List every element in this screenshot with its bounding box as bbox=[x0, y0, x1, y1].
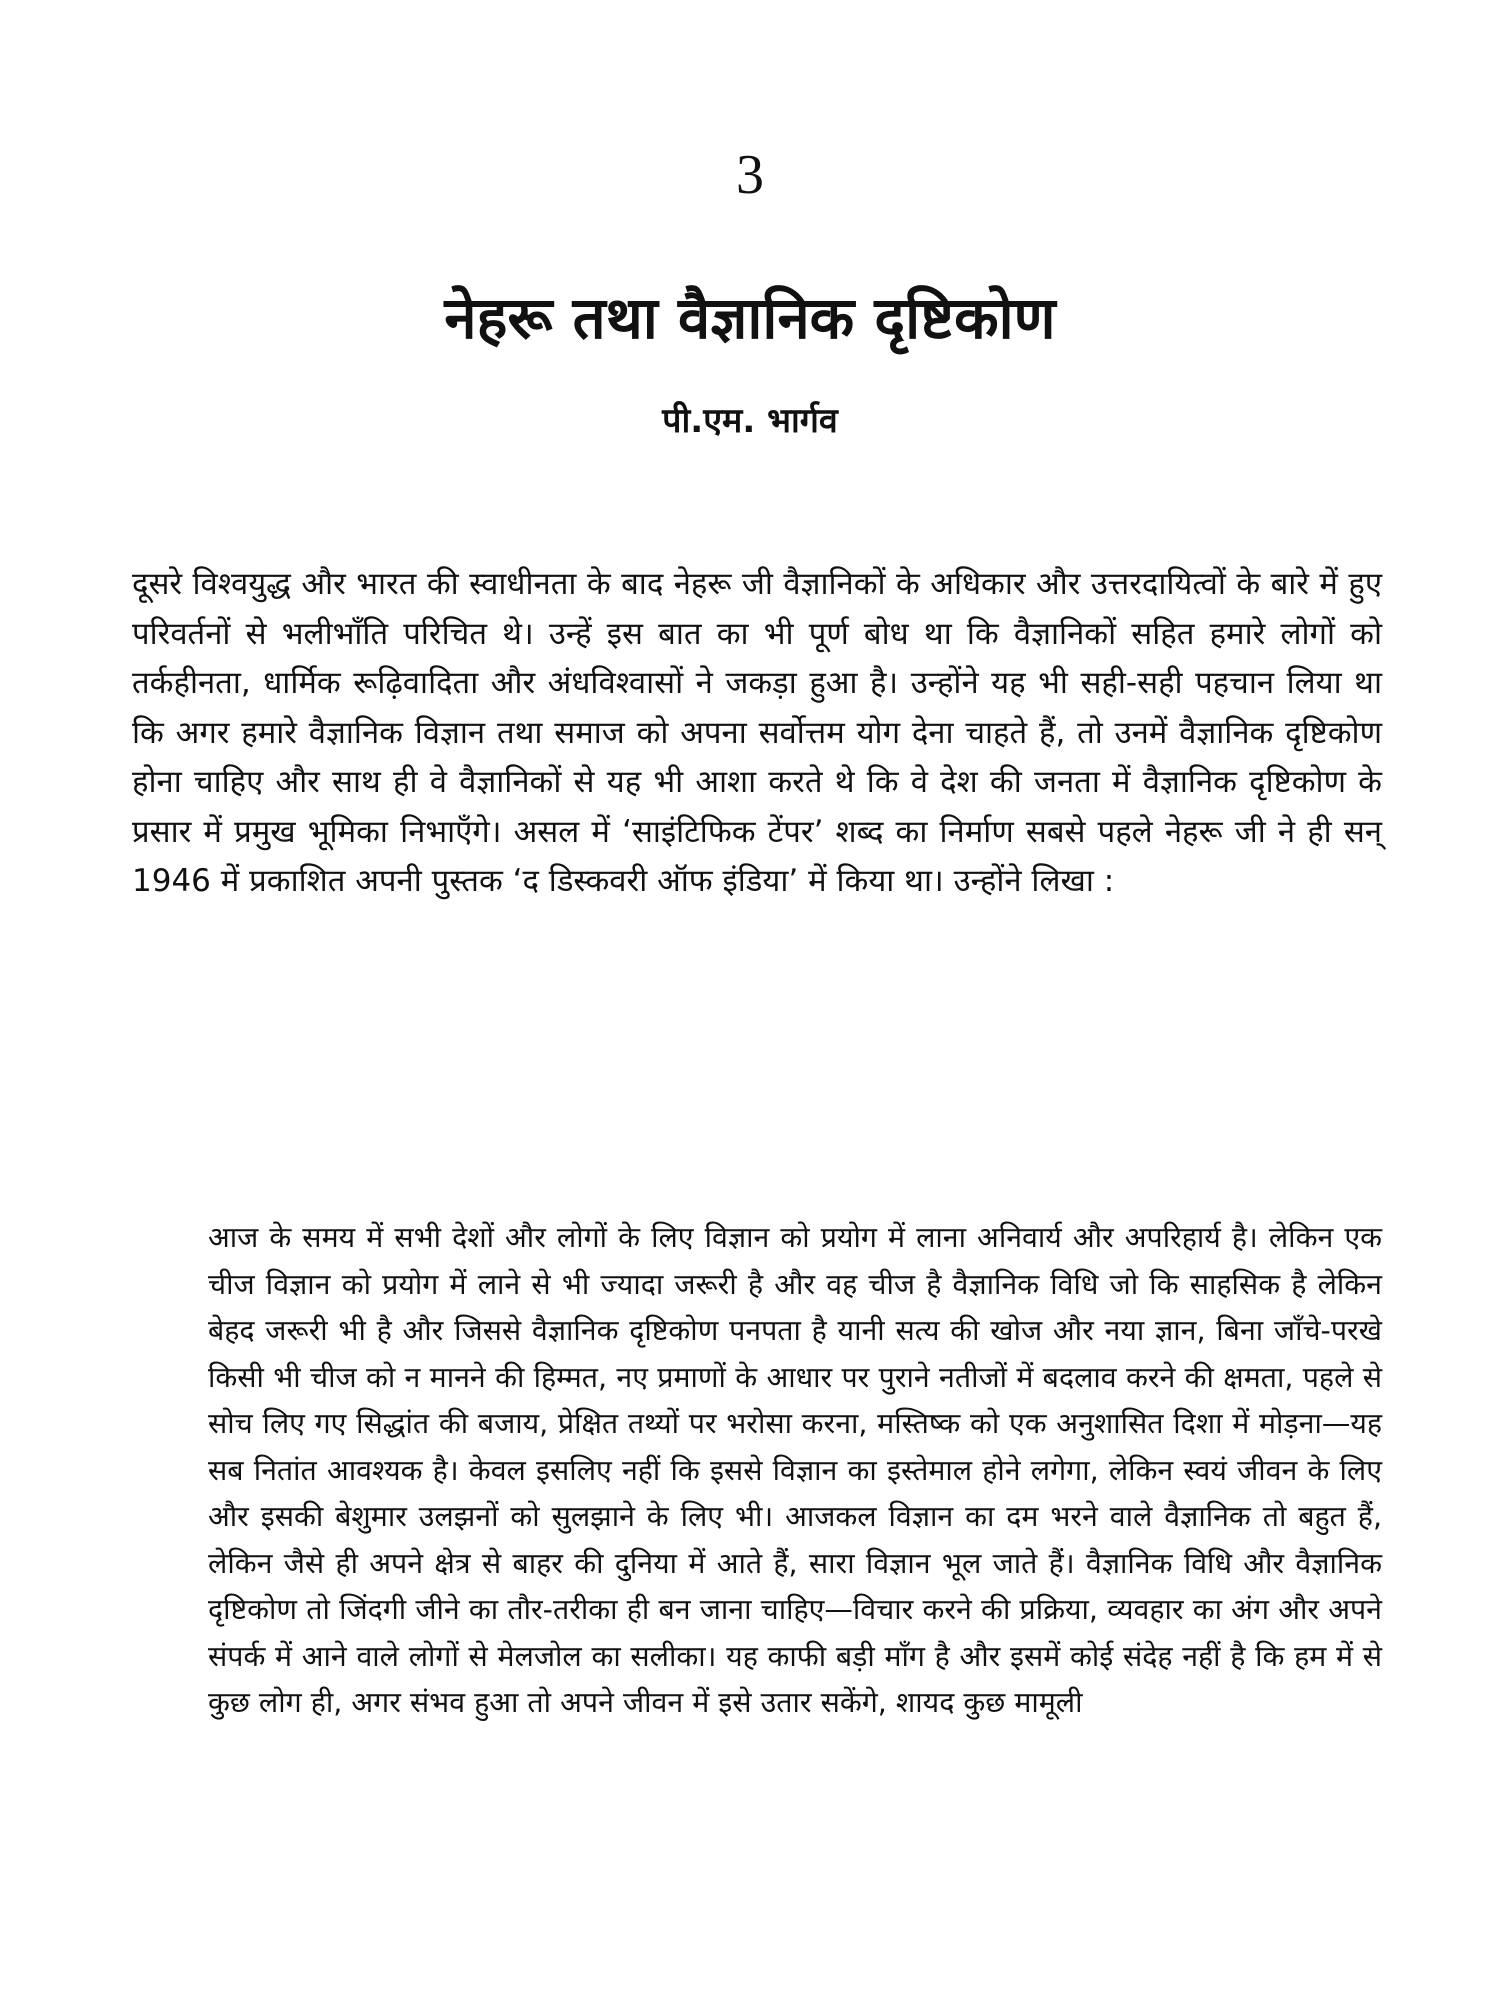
chapter-number: 3 bbox=[736, 144, 764, 206]
chapter-title: नेहरू तथा वैज्ञानिक दृष्टिकोण bbox=[444, 284, 1056, 352]
chapter-author: पी.एम. भार्गव bbox=[662, 401, 838, 441]
body-paragraph: दूसरे विश्वयुद्ध और भारत की स्वाधीनता के बाद नेहरू जी वैज्ञानिकों के अधिकार और उत्तरदायित्वों के बारे में हुए परिवर्तनों से भलीभाँति परिचित थे। उन्हें इस बात का भी पूर्ण बोध था कि वैज्ञानिकों सहित हमारे लोगों को तर्कहीनता, धार्मिक रूढ़िवादिता और अंधविश्वासों ने जकड़ा हुआ है। उन्होंने यह भी सही-सही पहचान लिया था कि अगर हमारे वैज्ञानिक विज्ञान तथा समाज को अपना सर्वोत्तम योग देना चाहते हैं, तो उनमें वैज्ञानिक दृष्टिकोण होना चाहिए और साथ ही वे वैज्ञानिकों से यह भी आशा करते थे कि वे देश की जनता में वैज्ञानिक दृष्टिकोण के प्रसार में प्रमुख भूमिका निभाएँगे। असल में ‘साइंटिफिक टेंपर’ शब्द का निर्माण सबसे पहले नेहरू जी ने ही सन् 1946 में प्रकाशित अपनी पुस्तक ‘द डिस्कवरी ऑफ इंडिया’ में किया था। उन्होंने लिखा : bbox=[132, 566, 1382, 899]
block-quote: आज के समय में सभी देशों और लोगों के लिए विज्ञान को प्रयोग में लाना अनिवार्य और अपरिहार्य है। लेकिन एक चीज विज्ञान को प्रयोग में लाने से भी ज्यादा जरूरी है और वह चीज है वैज्ञानिक विधि जो कि साहसिक है लेकिन बेहद जरूरी भी है और जिससे वैज्ञानिक दृष्टिकोण पनपता है यानी सत्य की खोज और नया ज्ञान, बिना जाँचे-परखे किसी भी चीज को न मानने की हिम्मत, नए प्रमाणों के आधार पर पुराने नतीजों में बदलाव करने की क्षमता, पहले से सोच लिए गए सिद्धांत की बजाय, प्रेक्षित तथ्यों पर भरोसा करना, मस्तिष्क को एक अनुशासित दिशा में मोड़ना—यह सब नितांत आवश्यक है। केवल इसलिए नहीं कि इससे विज्ञान का इस्तेमाल होने लगेगा, लेकिन स्वयं जीवन के लिए और इसकी बेशुमार उलझनों को सुलझाने के लिए भी। आजकल विज्ञान का दम भरने वाले वैज्ञानिक तो बहुत हैं, लेकिन जैसे ही अपने क्षेत्र से बाहर की दुनिया में आते हैं, सारा विज्ञान भूल जाते हैं। वैज्ञानिक विधि और वैज्ञानिक दृष्टिकोण तो जिंदगी जीने का तौर-तरीका ही बन जाना चाहिए—विचार करने की प्रक्रिया, व्यवहार का अंग और अपने संपर्क में आने वाले लोगों से मेलजोल का सलीका। यह काफी बड़ी माँग है और इसमें कोई संदेह नहीं है कि हम में से कुछ लोग ही, अगर संभव हुआ तो अपने जीवन में इसे उतार सकेंगे, शायद कुछ मामूली bbox=[208, 1221, 1382, 1719]
